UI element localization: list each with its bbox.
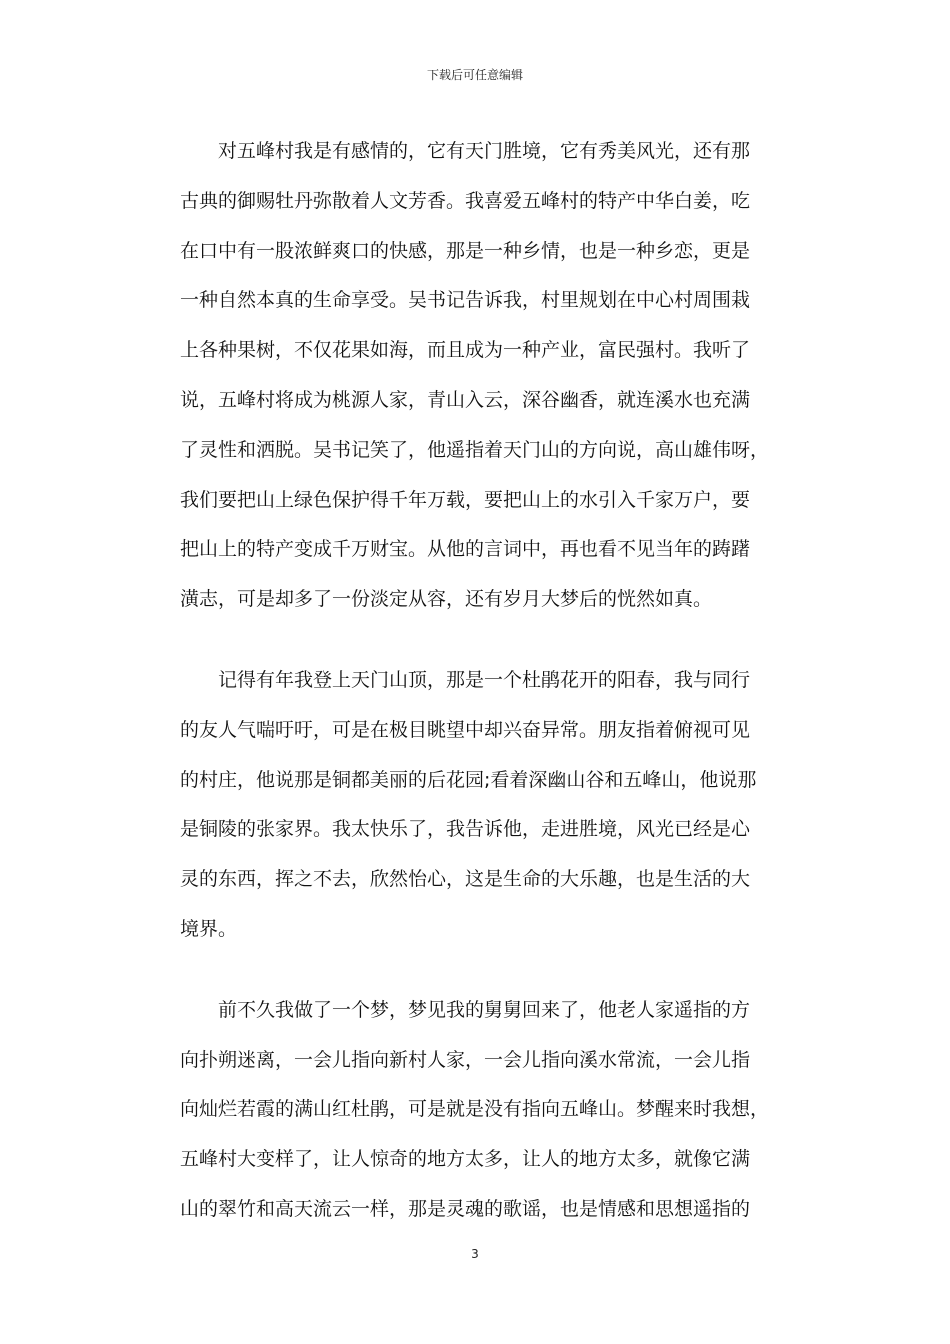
text-line: 向扑朔迷离，一会儿指向新村人家，一会儿指向溪水常流，一会儿指 (180, 1048, 751, 1071)
page-number: 3 (471, 1247, 479, 1261)
text-line: 灵的东西，挥之不去，欣然怡心，这是生命的大乐趣，也是生活的大 (180, 868, 751, 891)
text-line: 对五峰村我是有感情的，它有天门胜境，它有秀美风光，还有那 (218, 140, 751, 162)
body-text (180, 131, 770, 1239)
text-line: 山的翠竹和高天流云一样，那是灵魂的歌谣，也是情感和思想遥指的 (180, 1197, 751, 1220)
paragraph-gap (180, 629, 770, 660)
text-line: 是铜陵的张家界。我太快乐了，我告诉他，走进胜境，风光已经是心 (180, 818, 751, 841)
text-line: 古典的御赐牡丹弥散着人文芳香。我喜爱五峰村的特产中华白姜，吃 (180, 189, 751, 212)
paragraph-2 (180, 660, 770, 959)
paragraph-1 (180, 131, 770, 629)
text-line: 潢志，可是却多了一份淡定从容，还有岁月大梦后的恍然如真。 (180, 588, 713, 611)
text-line: 记得有年我登上天门山顶，那是一个杜鹃花开的阳春，我与同行 (218, 668, 751, 691)
text-line: 我们要把山上绿色保护得千年万载，要把山上的水引入千家万户，要 (180, 488, 751, 511)
text-line: 五峰村大变样了，让人惊奇的地方太多，让人的地方太多，就像它满 (180, 1148, 751, 1171)
text-line: 了灵性和洒脱。吴书记笑了，他遥指着天门山的方向说，高山雄伟呀， (180, 438, 770, 461)
text-line: 上各种果树，不仅花果如海，而且成为一种产业，富民强村。我听了 (180, 339, 751, 362)
text-line: 一种自然本真的生命享受。吴书记告诉我，村里规划在中心村周围栽 (180, 289, 751, 312)
paragraph-3 (180, 990, 770, 1239)
text-line: 在口中有一股浓鲜爽口的快感，那是一种乡情，也是一种乡恋，更是 (180, 239, 751, 262)
text-line: 前不久我做了一个梦，梦见我的舅舅回来了，他老人家遥指的方 (218, 998, 751, 1021)
text-line: 境界。 (180, 917, 238, 940)
page-header: 下载后可任意编辑 (426, 68, 523, 82)
text-line: 把山上的特产变成千万财宝。从他的言词中，再也看不见当年的踌躇 (180, 538, 751, 561)
text-line: 说，五峰村将成为桃源人家，青山入云，深谷幽香，就连溪水也充满 (180, 388, 751, 411)
text-line: 向灿烂若霞的满山红杜鹃，可是就是没有指向五峰山。梦醒来时我想， (180, 1098, 770, 1121)
text-line: 的村庄，他说那是铜都美丽的后花园;看着深幽山谷和五峰山，他说那 (180, 768, 757, 791)
text-line: 的友人气喘吁吁，可是在极目眺望中却兴奋异常。朋友指着俯视可见 (180, 718, 751, 741)
paragraph-gap (180, 959, 770, 990)
